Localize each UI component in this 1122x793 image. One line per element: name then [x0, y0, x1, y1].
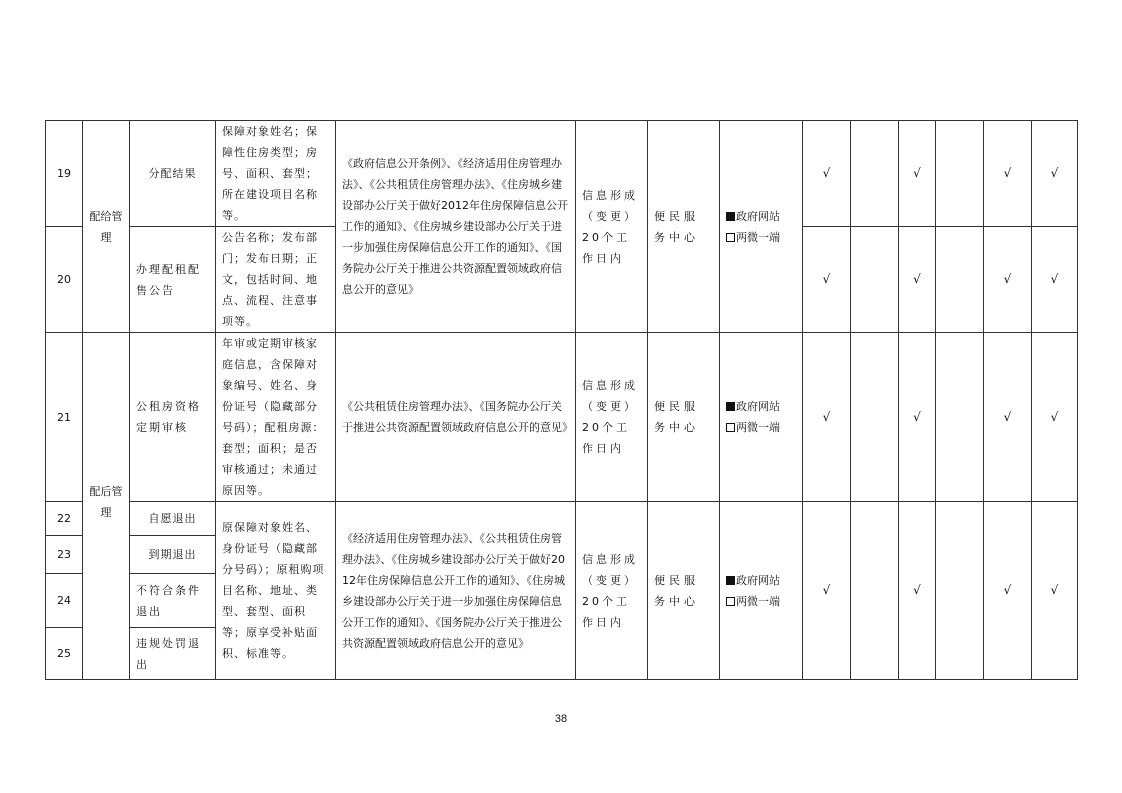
check-mark: √ [803, 502, 851, 680]
filled-checkbox-icon [726, 212, 735, 221]
empty-checkbox-icon [726, 233, 735, 242]
disclosure-channels [720, 333, 803, 502]
row-number: 19 [46, 121, 83, 227]
legal-basis: 《政府信息公开条例》、《经济适用住房管理办法》、《公共租赁住房管理办法》、《住房城乡建设部办公厅关于做好2012年住房保障信息公开工作的通知》、《住房城乡建设部办公厅关于进一步加强住房保障信息公开工作的通知》、《国务院办公厅关于推进公共资源配置领域政府信息公开的意见》 [336, 121, 576, 333]
check-mark: √ [803, 227, 851, 333]
check-mark: √ [1032, 333, 1078, 502]
disclosure-subject: 便民服务中心 [648, 121, 720, 333]
disclosure-content: 原保障对象姓名、身份证号（隐藏部分号码）；原租购项目名称、地址、类型、套型、面积等；原享受补贴面积、标准等。 [216, 502, 336, 680]
legal-basis: 《经济适用住房管理办法》、《公共租赁住房管理办法》、《住房城乡建设部办公厅关于做好2012年住房保障信息公开工作的通知》、《住房城乡建设部办公厅关于进一步加强住房保障信息公开工作的通知》、《国务院办公厅关于推进公共资源配置领域政府信息公开的意见》 [336, 502, 576, 680]
disclosure-content: 保障对象姓名；保障性住房类型；房号、面积、套型；所在建设项目名称等。 [216, 121, 336, 227]
check-mark: √ [899, 121, 936, 227]
channel-website: 政府网站 [736, 573, 780, 587]
row-number: 20 [46, 227, 83, 333]
empty-cell [851, 227, 899, 333]
check-mark: √ [803, 333, 851, 502]
row-number: 25 [46, 628, 83, 680]
disclosure-subject: 便民服务中心 [648, 502, 720, 680]
check-mark: √ [984, 121, 1032, 227]
disclosure-table [45, 120, 1078, 680]
check-mark: √ [1032, 502, 1078, 680]
item-name: 到期退出 [130, 536, 216, 574]
check-mark: √ [984, 333, 1032, 502]
check-mark: √ [984, 502, 1032, 680]
time-limit: 信息形成（变更）20个工作日内 [576, 502, 648, 680]
time-limit: 信息形成（变更）20个工作日内 [576, 121, 648, 333]
check-mark: √ [899, 227, 936, 333]
table-row [46, 333, 1078, 502]
item-name: 办理配租配售公告 [130, 227, 216, 333]
disclosure-content: 公告名称；发布部门；发布日期；正文，包括时间、地点、流程、注意事项等。 [216, 227, 336, 333]
item-name: 自愿退出 [130, 502, 216, 536]
channel-two-micro: 两微一端 [736, 230, 780, 244]
check-mark: √ [899, 333, 936, 502]
channel-two-micro: 两微一端 [736, 594, 780, 608]
channel-website: 政府网站 [736, 209, 780, 223]
empty-cell [851, 121, 899, 227]
channel-website: 政府网站 [736, 400, 780, 413]
row-number: 23 [46, 536, 83, 574]
item-name: 分配结果 [130, 121, 216, 227]
item-name: 不符合条件退出 [130, 574, 216, 628]
check-mark: √ [984, 227, 1032, 333]
empty-cell [936, 121, 984, 227]
disclosure-channels [720, 502, 803, 680]
empty-cell [936, 227, 984, 333]
empty-cell [936, 502, 984, 680]
table-row [46, 502, 1078, 536]
empty-checkbox-icon [726, 597, 735, 606]
item-name: 违规处罚退出 [130, 628, 216, 680]
disclosure-channels [720, 121, 803, 333]
page-number: 38 [554, 713, 568, 725]
empty-checkbox-icon [726, 423, 735, 432]
empty-cell [851, 333, 899, 502]
category-post-allocation: 配后管理 [83, 333, 130, 680]
empty-cell [851, 502, 899, 680]
check-mark: √ [899, 502, 936, 680]
filled-checkbox-icon [726, 402, 735, 411]
category-allocation: 配给管理 [83, 121, 130, 333]
check-mark: √ [1032, 227, 1078, 333]
disclosure-content: 年审或定期审核家庭信息，含保障对象编号、姓名、身份证号（隐藏部分号码）；配租房源：套型；面积；是否审核通过；未通过原因等。 [216, 333, 336, 502]
check-mark: √ [1032, 121, 1078, 227]
channel-two-micro: 两微一端 [736, 421, 780, 434]
row-number: 24 [46, 574, 83, 628]
row-number: 22 [46, 502, 83, 536]
row-number: 21 [46, 333, 83, 502]
empty-cell [936, 333, 984, 502]
time-limit: 信息形成（变更）20个工作日内 [576, 333, 648, 502]
item-name: 公租房资格定期审核 [130, 333, 216, 502]
legal-basis: 《公共租赁住房管理办法》、《国务院办公厅关于推进公共资源配置领域政府信息公开的意见》 [336, 333, 576, 502]
disclosure-subject: 便民服务中心 [648, 333, 720, 502]
filled-checkbox-icon [726, 576, 735, 585]
check-mark: √ [803, 121, 851, 227]
table-row [46, 121, 1078, 227]
